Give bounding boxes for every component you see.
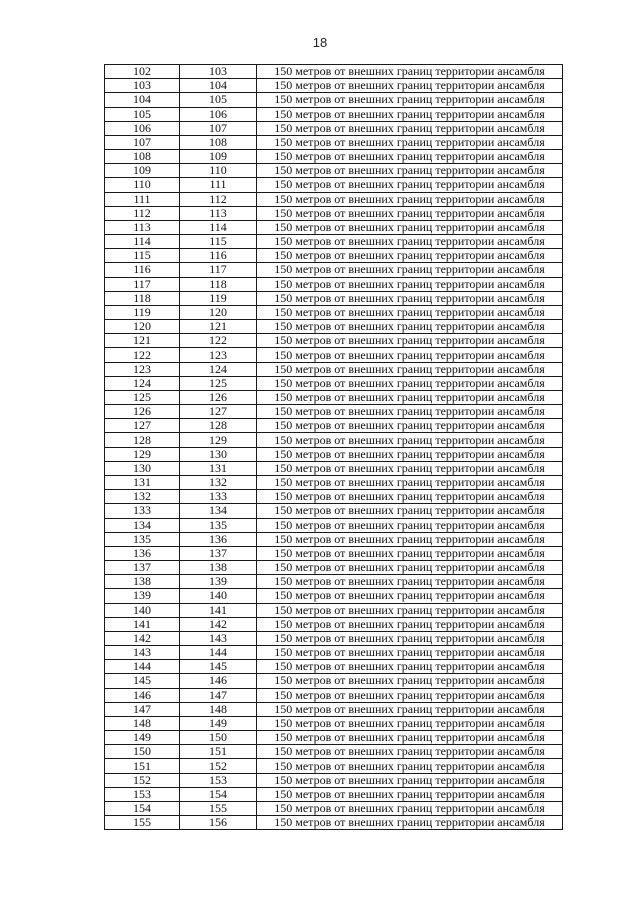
distance-cell: 150 метров от внешних границ территории ансамбля [257,277,563,291]
table-row [105,93,563,107]
to-point-cell: 133 [180,490,257,504]
to-point-cell: 150 [180,731,257,745]
table-row [105,589,563,603]
distance-cell: 150 метров от внешних границ территории ансамбля [257,433,563,447]
to-point-cell: 147 [180,688,257,702]
to-point-cell: 154 [180,787,257,801]
table-row [105,660,563,674]
to-point-cell: 136 [180,532,257,546]
from-point-cell: 152 [105,773,180,787]
from-point-cell: 115 [105,249,180,263]
distance-cell: 150 метров от внешних границ территории ансамбля [257,79,563,93]
to-point-cell: 152 [180,759,257,773]
to-point-cell: 139 [180,575,257,589]
distance-cell: 150 метров от внешних границ территории ансамбля [257,546,563,560]
to-point-cell: 111 [180,178,257,192]
to-point-cell: 122 [180,334,257,348]
from-point-cell: 114 [105,235,180,249]
from-point-cell: 113 [105,220,180,234]
from-point-cell: 108 [105,150,180,164]
table-row [105,390,563,404]
to-point-cell: 144 [180,646,257,660]
to-point-cell: 155 [180,801,257,815]
distance-cell: 150 метров от внешних границ территории ансамбля [257,561,563,575]
table-row [105,646,563,660]
from-point-cell: 130 [105,461,180,475]
from-point-cell: 135 [105,532,180,546]
table-row [105,702,563,716]
table-row [105,121,563,135]
table-row [105,178,563,192]
boundary-table [104,64,563,830]
from-point-cell: 106 [105,121,180,135]
distance-cell: 150 метров от внешних границ территории ансамбля [257,674,563,688]
to-point-cell: 130 [180,447,257,461]
distance-cell: 150 метров от внешних границ территории ансамбля [257,702,563,716]
distance-cell: 150 метров от внешних границ территории ансамбля [257,263,563,277]
from-point-cell: 118 [105,291,180,305]
to-point-cell: 116 [180,249,257,263]
distance-cell: 150 метров от внешних границ территории ансамбля [257,249,563,263]
distance-cell: 150 метров от внешних границ территории ансамбля [257,660,563,674]
from-point-cell: 141 [105,617,180,631]
table-body [105,65,563,830]
to-point-cell: 113 [180,206,257,220]
to-point-cell: 132 [180,475,257,489]
distance-cell: 150 метров от внешних границ территории ансамбля [257,816,563,830]
table-row [105,433,563,447]
from-point-cell: 109 [105,164,180,178]
table-row [105,235,563,249]
from-point-cell: 119 [105,305,180,319]
to-point-cell: 131 [180,461,257,475]
from-point-cell: 121 [105,334,180,348]
table-row [105,546,563,560]
from-point-cell: 104 [105,93,180,107]
to-point-cell: 110 [180,164,257,178]
table-row [105,164,563,178]
from-point-cell: 122 [105,348,180,362]
to-point-cell: 120 [180,305,257,319]
table-row [105,447,563,461]
to-point-cell: 121 [180,320,257,334]
distance-cell: 150 метров от внешних границ территории ансамбля [257,419,563,433]
table-row [105,561,563,575]
table-row [105,206,563,220]
distance-cell: 150 метров от внешних границ территории ансамбля [257,220,563,234]
to-point-cell: 106 [180,107,257,121]
to-point-cell: 137 [180,546,257,560]
table-row [105,518,563,532]
from-point-cell: 151 [105,759,180,773]
from-point-cell: 144 [105,660,180,674]
table-row [105,79,563,93]
from-point-cell: 138 [105,575,180,589]
from-point-cell: 133 [105,504,180,518]
from-point-cell: 116 [105,263,180,277]
to-point-cell: 135 [180,518,257,532]
distance-cell: 150 метров от внешних границ территории ансамбля [257,405,563,419]
distance-cell: 150 метров от внешних границ территории ансамбля [257,135,563,149]
table-row [105,249,563,263]
from-point-cell: 105 [105,107,180,121]
to-point-cell: 108 [180,135,257,149]
to-point-cell: 129 [180,433,257,447]
distance-cell: 150 метров от внешних границ территории ансамбля [257,192,563,206]
from-point-cell: 137 [105,561,180,575]
from-point-cell: 143 [105,646,180,660]
table-row [105,475,563,489]
table-row [105,745,563,759]
from-point-cell: 134 [105,518,180,532]
from-point-cell: 145 [105,674,180,688]
distance-cell: 150 метров от внешних границ территории ансамбля [257,603,563,617]
distance-cell: 150 метров от внешних границ территории ансамбля [257,801,563,815]
from-point-cell: 146 [105,688,180,702]
distance-cell: 150 метров от внешних границ территории ансамбля [257,773,563,787]
distance-cell: 150 метров от внешних границ территории ансамбля [257,164,563,178]
table-row [105,490,563,504]
table-row [105,773,563,787]
to-point-cell: 112 [180,192,257,206]
table-row [105,107,563,121]
table-row [105,362,563,376]
to-point-cell: 138 [180,561,257,575]
table-row [105,419,563,433]
table-row [105,405,563,419]
to-point-cell: 145 [180,660,257,674]
distance-cell: 150 метров от внешних границ территории ансамбля [257,589,563,603]
from-point-cell: 117 [105,277,180,291]
table-row [105,787,563,801]
table-row [105,192,563,206]
table-row [105,504,563,518]
from-point-cell: 102 [105,65,180,79]
distance-cell: 150 метров от внешних границ территории ансамбля [257,490,563,504]
table-row [105,759,563,773]
to-point-cell: 115 [180,235,257,249]
from-point-cell: 148 [105,716,180,730]
distance-cell: 150 метров от внешних границ территории ансамбля [257,688,563,702]
table-row [105,291,563,305]
distance-cell: 150 метров от внешних границ территории ансамбля [257,305,563,319]
from-point-cell: 140 [105,603,180,617]
to-point-cell: 153 [180,773,257,787]
to-point-cell: 151 [180,745,257,759]
distance-cell: 150 метров от внешних границ территории ансамбля [257,716,563,730]
from-point-cell: 150 [105,745,180,759]
to-point-cell: 114 [180,220,257,234]
distance-cell: 150 метров от внешних границ территории ансамбля [257,759,563,773]
distance-cell: 150 метров от внешних границ территории ансамбля [257,93,563,107]
distance-cell: 150 метров от внешних границ территории ансамбля [257,646,563,660]
to-point-cell: 143 [180,631,257,645]
from-point-cell: 126 [105,405,180,419]
from-point-cell: 142 [105,631,180,645]
from-point-cell: 112 [105,206,180,220]
to-point-cell: 117 [180,263,257,277]
distance-cell: 150 метров от внешних границ территории ансамбля [257,235,563,249]
distance-cell: 150 метров от внешних границ территории ансамбля [257,320,563,334]
from-point-cell: 154 [105,801,180,815]
from-point-cell: 127 [105,419,180,433]
distance-cell: 150 метров от внешних границ территории ансамбля [257,390,563,404]
table-row [105,603,563,617]
distance-cell: 150 метров от внешних границ территории ансамбля [257,362,563,376]
distance-cell: 150 метров от внешних границ территории ансамбля [257,178,563,192]
to-point-cell: 148 [180,702,257,716]
table-row [105,348,563,362]
to-point-cell: 126 [180,390,257,404]
to-point-cell: 119 [180,291,257,305]
distance-cell: 150 метров от внешних границ территории ансамбля [257,107,563,121]
from-point-cell: 123 [105,362,180,376]
to-point-cell: 141 [180,603,257,617]
to-point-cell: 127 [180,405,257,419]
to-point-cell: 125 [180,376,257,390]
from-point-cell: 139 [105,589,180,603]
from-point-cell: 103 [105,79,180,93]
from-point-cell: 129 [105,447,180,461]
distance-cell: 150 метров от внешних границ территории ансамбля [257,475,563,489]
distance-cell: 150 метров от внешних границ территории ансамбля [257,121,563,135]
table-row [105,220,563,234]
distance-cell: 150 метров от внешних границ территории ансамбля [257,334,563,348]
to-point-cell: 140 [180,589,257,603]
to-point-cell: 156 [180,816,257,830]
to-point-cell: 146 [180,674,257,688]
to-point-cell: 123 [180,348,257,362]
from-point-cell: 149 [105,731,180,745]
from-point-cell: 153 [105,787,180,801]
table-row [105,716,563,730]
from-point-cell: 111 [105,192,180,206]
distance-cell: 150 метров от внешних границ территории ансамбля [257,461,563,475]
distance-cell: 150 метров от внешних границ территории ансамбля [257,745,563,759]
table-row [105,674,563,688]
distance-cell: 150 метров от внешних границ территории ансамбля [257,787,563,801]
table-row [105,334,563,348]
from-point-cell: 120 [105,320,180,334]
from-point-cell: 136 [105,546,180,560]
distance-cell: 150 метров от внешних границ территории ансамбля [257,150,563,164]
table-row [105,65,563,79]
distance-cell: 150 метров от внешних границ территории ансамбля [257,731,563,745]
table-row [105,575,563,589]
to-point-cell: 142 [180,617,257,631]
distance-cell: 150 метров от внешних границ территории ансамбля [257,291,563,305]
distance-cell: 150 метров от внешних границ территории ансамбля [257,504,563,518]
from-point-cell: 155 [105,816,180,830]
distance-cell: 150 метров от внешних границ территории ансамбля [257,447,563,461]
distance-cell: 150 метров от внешних границ территории ансамбля [257,348,563,362]
table-row [105,277,563,291]
table-row [105,532,563,546]
from-point-cell: 107 [105,135,180,149]
distance-cell: 150 метров от внешних границ территории ансамбля [257,206,563,220]
table-row [105,376,563,390]
from-point-cell: 147 [105,702,180,716]
table-row [105,801,563,815]
to-point-cell: 109 [180,150,257,164]
to-point-cell: 134 [180,504,257,518]
from-point-cell: 131 [105,475,180,489]
to-point-cell: 105 [180,93,257,107]
to-point-cell: 149 [180,716,257,730]
table-row [105,150,563,164]
to-point-cell: 103 [180,65,257,79]
table-row [105,816,563,830]
to-point-cell: 128 [180,419,257,433]
distance-cell: 150 метров от внешних границ территории ансамбля [257,575,563,589]
from-point-cell: 132 [105,490,180,504]
to-point-cell: 118 [180,277,257,291]
distance-cell: 150 метров от внешних границ территории ансамбля [257,65,563,79]
from-point-cell: 125 [105,390,180,404]
distance-cell: 150 метров от внешних границ территории ансамбля [257,532,563,546]
table-row [105,461,563,475]
to-point-cell: 107 [180,121,257,135]
table-row [105,688,563,702]
from-point-cell: 124 [105,376,180,390]
table-row [105,617,563,631]
distance-cell: 150 метров от внешних границ территории ансамбля [257,631,563,645]
table-row [105,135,563,149]
table-row [105,305,563,319]
distance-cell: 150 метров от внешних границ территории ансамбля [257,376,563,390]
table-row [105,631,563,645]
distance-cell: 150 метров от внешних границ территории ансамбля [257,617,563,631]
from-point-cell: 128 [105,433,180,447]
table-row [105,320,563,334]
page-number: 18 [312,35,328,50]
distance-cell: 150 метров от внешних границ территории ансамбля [257,518,563,532]
table-row [105,263,563,277]
table-row [105,731,563,745]
to-point-cell: 124 [180,362,257,376]
from-point-cell: 110 [105,178,180,192]
to-point-cell: 104 [180,79,257,93]
